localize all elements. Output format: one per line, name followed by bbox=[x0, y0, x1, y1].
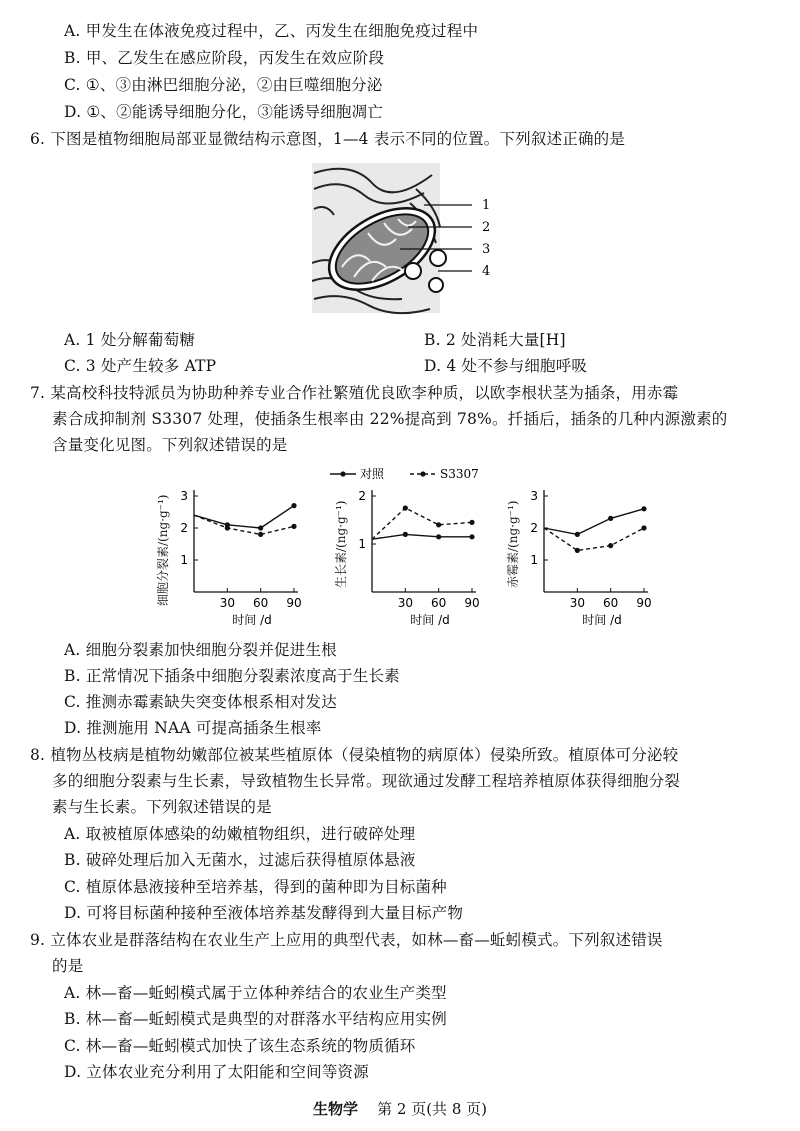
q9-stem-line-1: 9. 立体农业是群落结构在农业生产上应用的典型代表，如林—畜—蚯蚓模式。下列叙述错误 bbox=[30, 931, 663, 949]
chart-auxin bbox=[330, 488, 490, 637]
data-point bbox=[608, 543, 613, 548]
q8-option-d: D. 可将目标菌种接种至液体培养基发酵得到大量目标产物 bbox=[64, 904, 464, 922]
chart-gibberellin-ylabel: 赤霉素/(ng·g⁻¹) bbox=[506, 500, 520, 588]
y-tick-label: 1 bbox=[180, 553, 188, 567]
q8-option-a: A. 取被植原体感染的幼嫩植物组织，进行破碎处理 bbox=[64, 825, 416, 843]
q8-stem-line-3: 素与生长素。下列叙述错误的是 bbox=[52, 798, 272, 816]
data-point bbox=[469, 534, 474, 539]
data-point bbox=[403, 505, 408, 510]
q5-option-a: A. 甲发生在体液免疫过程中，乙、丙发生在细胞免疫过程中 bbox=[64, 22, 479, 40]
footer-page: 第 2 页(共 8 页) bbox=[377, 1100, 487, 1118]
data-point bbox=[403, 532, 408, 537]
data-point bbox=[258, 532, 263, 537]
legend-s3307: S3307 bbox=[440, 467, 479, 481]
chart-gibberellin bbox=[502, 488, 662, 637]
q7-stem-line-1: 7. 某高校科技特派员为协助种养专业合作社繁殖优良欧李种质，以欧李根状茎为插条，用赤霉 bbox=[30, 384, 679, 402]
x-tick-label: 90 bbox=[636, 596, 652, 610]
series-line bbox=[544, 509, 644, 535]
q6-option-c: C. 3 处产生较多 ATP bbox=[64, 357, 217, 375]
data-point bbox=[469, 520, 474, 525]
figure-label-4: 4 bbox=[482, 264, 491, 279]
y-tick-label: 1 bbox=[358, 537, 366, 551]
figure-label-3: 3 bbox=[482, 242, 491, 257]
q7-stem-line-3: 含量变化见图。下列叙述错误的是 bbox=[52, 436, 288, 454]
q8-option-c: C. 植原体悬液接种至培养基，得到的菌种即为目标菌种 bbox=[64, 878, 447, 896]
q9-option-b: B. 林—畜—蚯蚓模式是典型的对群落水平结构应用实例 bbox=[64, 1010, 447, 1028]
legend-control: 对照 bbox=[360, 467, 385, 481]
data-point bbox=[291, 524, 296, 529]
q6-option-a: A. 1 处分解葡萄糖 bbox=[64, 331, 196, 349]
chart-legend bbox=[330, 466, 490, 485]
data-point bbox=[291, 503, 296, 508]
data-point bbox=[641, 506, 646, 511]
figure-label-1: 1 bbox=[482, 198, 491, 213]
data-point bbox=[641, 525, 646, 530]
q6-option-b: B. 2 处消耗大量[H] bbox=[424, 331, 566, 349]
x-axis-label: 时间 /d bbox=[410, 613, 450, 627]
footer-subject: 生物学 bbox=[313, 1100, 359, 1118]
data-point bbox=[575, 532, 580, 537]
mitochondrion-figure bbox=[312, 163, 510, 315]
y-tick-label: 2 bbox=[530, 521, 538, 535]
figure-label-2: 2 bbox=[482, 220, 491, 235]
y-tick-label: 3 bbox=[530, 489, 538, 503]
x-tick-label: 90 bbox=[286, 596, 302, 610]
q9-option-a: A. 林—畜—蚯蚓模式属于立体种养结合的农业生产类型 bbox=[64, 984, 447, 1002]
x-axis-label: 时间 /d bbox=[582, 613, 622, 627]
x-tick-label: 60 bbox=[253, 596, 269, 610]
y-tick-label: 2 bbox=[358, 489, 366, 503]
data-point bbox=[436, 534, 441, 539]
chart-cytokinin bbox=[152, 488, 312, 637]
x-axis-label: 时间 /d bbox=[232, 613, 272, 627]
data-point bbox=[608, 516, 613, 521]
q9-option-c: C. 林—畜—蚯蚓模式加快了该生态系统的物质循环 bbox=[64, 1037, 416, 1055]
x-tick-label: 30 bbox=[397, 596, 413, 610]
q9-stem-line-2: 的是 bbox=[52, 957, 84, 975]
chart-cytokinin-ylabel: 细胞分裂素/(ng·g⁻¹) bbox=[156, 494, 170, 606]
q6-option-d: D. 4 处不参与细胞呼吸 bbox=[424, 357, 588, 375]
x-tick-label: 30 bbox=[569, 596, 585, 610]
x-tick-label: 30 bbox=[219, 596, 235, 610]
q9-option-d: D. 立体农业充分利用了太阳能和空间等资源 bbox=[64, 1063, 369, 1081]
data-point bbox=[575, 548, 580, 553]
q5-option-d: D. ①、②能诱导细胞分化，③能诱导细胞凋亡 bbox=[64, 103, 384, 121]
data-point bbox=[225, 525, 230, 530]
x-tick-label: 90 bbox=[464, 596, 480, 610]
x-tick-label: 60 bbox=[431, 596, 447, 610]
x-tick-label: 60 bbox=[603, 596, 619, 610]
q5-option-c: C. ①、③由淋巴细胞分泌，②由巨噬细胞分泌 bbox=[64, 76, 383, 94]
q7-option-b: B. 正常情况下插条中细胞分裂素浓度高于生长素 bbox=[64, 667, 400, 685]
q5-option-b: B. 甲、乙发生在感应阶段，丙发生在效应阶段 bbox=[64, 49, 385, 67]
q7-option-c: C. 推测赤霉素缺失突变体根系相对发达 bbox=[64, 693, 337, 711]
q8-stem-line-1: 8. 植物丛枝病是植物幼嫩部位被某些植原体（侵染植物的病原体）侵染所致。植原体可分泌较 bbox=[30, 746, 679, 764]
data-point bbox=[258, 525, 263, 530]
series-line bbox=[372, 534, 472, 539]
q7-stem-line-2: 素合成抑制剂 S3307 处理，使插条生根率由 22%提高到 78%。扦插后，插条的几种内源激素的 bbox=[52, 410, 728, 428]
y-tick-label: 3 bbox=[180, 489, 188, 503]
q8-stem-line-2: 多的细胞分裂素与生长素，导致植物生长异常。现欲通过发酵工程培养植原体获得细胞分裂 bbox=[52, 772, 681, 790]
page-footer bbox=[0, 1098, 800, 1119]
q7-option-a: A. 细胞分裂素加快细胞分裂并促进生根 bbox=[64, 641, 337, 659]
data-point bbox=[436, 522, 441, 527]
chart-auxin-ylabel: 生长素/(ng·g⁻¹) bbox=[334, 500, 348, 588]
y-tick-label: 1 bbox=[530, 553, 538, 567]
series-line bbox=[194, 506, 294, 528]
series-line bbox=[372, 508, 472, 539]
series-line bbox=[194, 515, 294, 534]
y-tick-label: 2 bbox=[180, 521, 188, 535]
q8-option-b: B. 破碎处理后加入无菌水，过滤后获得植原体悬液 bbox=[64, 851, 416, 869]
q7-option-d: D. 推测施用 NAA 可提高插条生根率 bbox=[64, 719, 322, 737]
q6-stem: 6. 下图是植物细胞局部亚显微结构示意图，1—4 表示不同的位置。下列叙述正确的是 bbox=[30, 130, 626, 148]
